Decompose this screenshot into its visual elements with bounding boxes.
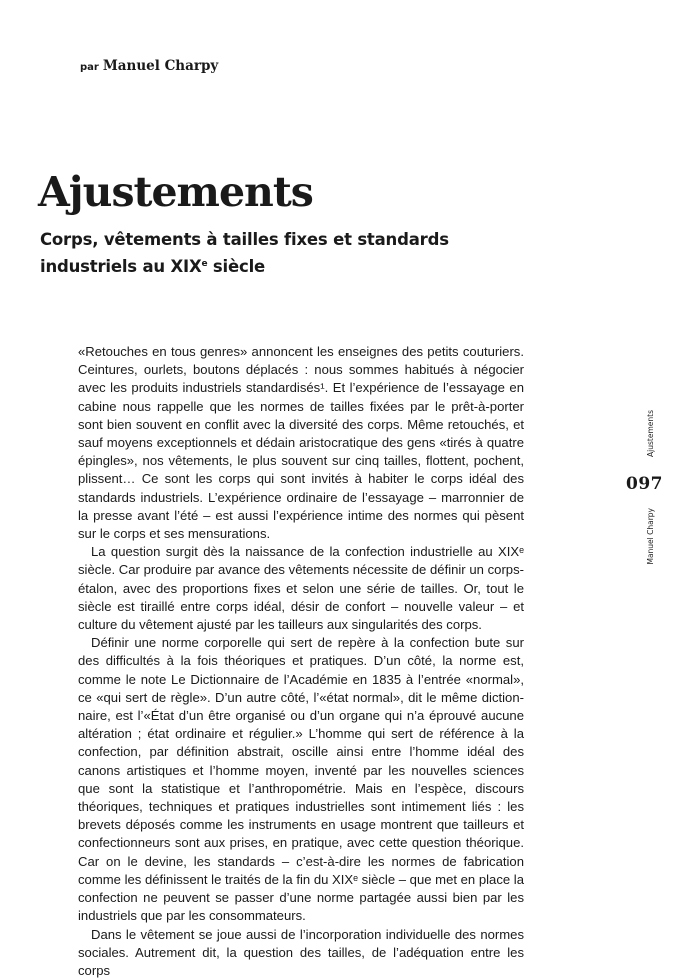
running-title <box>646 410 660 462</box>
running-author <box>646 508 660 564</box>
byline-author: Manuel Charpy <box>103 58 218 74</box>
page-number: 097 <box>626 474 663 494</box>
paragraph-2: La question surgit dès la naissance de la confection industrielle au XIXᵉ siècle. Car produire par avance des vêtements nécessite de définir un corps-étalon, avec des proportions fixes et selon une série de tailles. Or, tout le siècle est tiraillé entre corps idéal, désir de confort – nouvelle valeur – et culture du vêtement ajusté par les tailleurs aux singularités des corps. <box>78 543 524 634</box>
article-body <box>78 343 524 980</box>
subtitle-text: Corps, vêtements à tailles fixes et standards industriels au XIX <box>40 230 449 276</box>
paragraph-1: «Retouches en tous genres» annoncent les enseignes des petits couturiers. Ceintures, ourlets, boutons déplacés : nous sommes habitués à négocier avec les produits industriels standardisés¹. Et l’expérience de l’essayage en cabine nous rappelle que les normes de tailles fixées par le prêt-à-porter sont bien souvent en conflit avec la diversité des corps. Même retouchés, et sauf moyens exceptionnels et dédain aristocratique des gens «tirés à quatre épingles», nos vêtements, le plus souvent sur cinq tailles, flottent, pochent, plissent… Ce sont les corps qui sont invités à habiter le corps idéal des standards industriels. L’expérience ordinaire de l’essayage – marronnier de la presse avant l’été – est aussi l’expérience intime des normes qui pèsent sur le corps et ses mensurations. <box>78 343 524 543</box>
paragraph-4: Dans le vêtement se joue aussi de l’incorporation individuelle des normes sociales. Autrement dit, la question des tailles, de l’adéquation entre les corps <box>78 926 524 980</box>
subtitle-superscript: e <box>201 259 207 269</box>
running-author-text: Manuel Charpy <box>646 508 655 565</box>
article-subtitle <box>40 226 540 280</box>
running-title-text: Ajustements <box>646 410 655 457</box>
article-title: Ajustements <box>38 172 313 213</box>
subtitle-tail: siècle <box>207 257 265 276</box>
byline-prefix: par <box>80 62 99 73</box>
paragraph-3: Définir une norme corporelle qui sert de repère à la confection bute sur des difficultés à la fois théoriques et pratiques. D’un côté, la norme est, comme le note Le Dictionnaire de l’Académie en 1835 à l’entrée «normal», ce «qui sert de règle». D’un autre côté, l’«état normal», dit le même dictionnaire, est l’«État d’un être organisé ou d’un organe qui n’a éprouvé aucune altération ; état ordinaire et régulier.» L’homme qui sert de référence à la confection, par définition abstrait, oscille ainsi entre l’homme idéal des canons artistiques et l’homme moyen, inventé par les nouvelles sciences que sont la statistique et l’anthropométrie. Mais en l’espèce, discours théoriques, techniques et pratiques industrielles sont intimement liés : les brevets déposés comme les instruments en usage montrent que tailleurs et confectionneurs sont aux prises, en pratique, avec cette question théorique. Car on le devine, les standards – c’est-à-dire les normes de fabrication comme les définissent le traités de la fin du XIXᵉ siècle – que met en place la confection ne peuvent se passer d’une norme partagée aussi bien par les industriels que par les consommateurs. <box>78 634 524 925</box>
byline <box>80 58 218 74</box>
